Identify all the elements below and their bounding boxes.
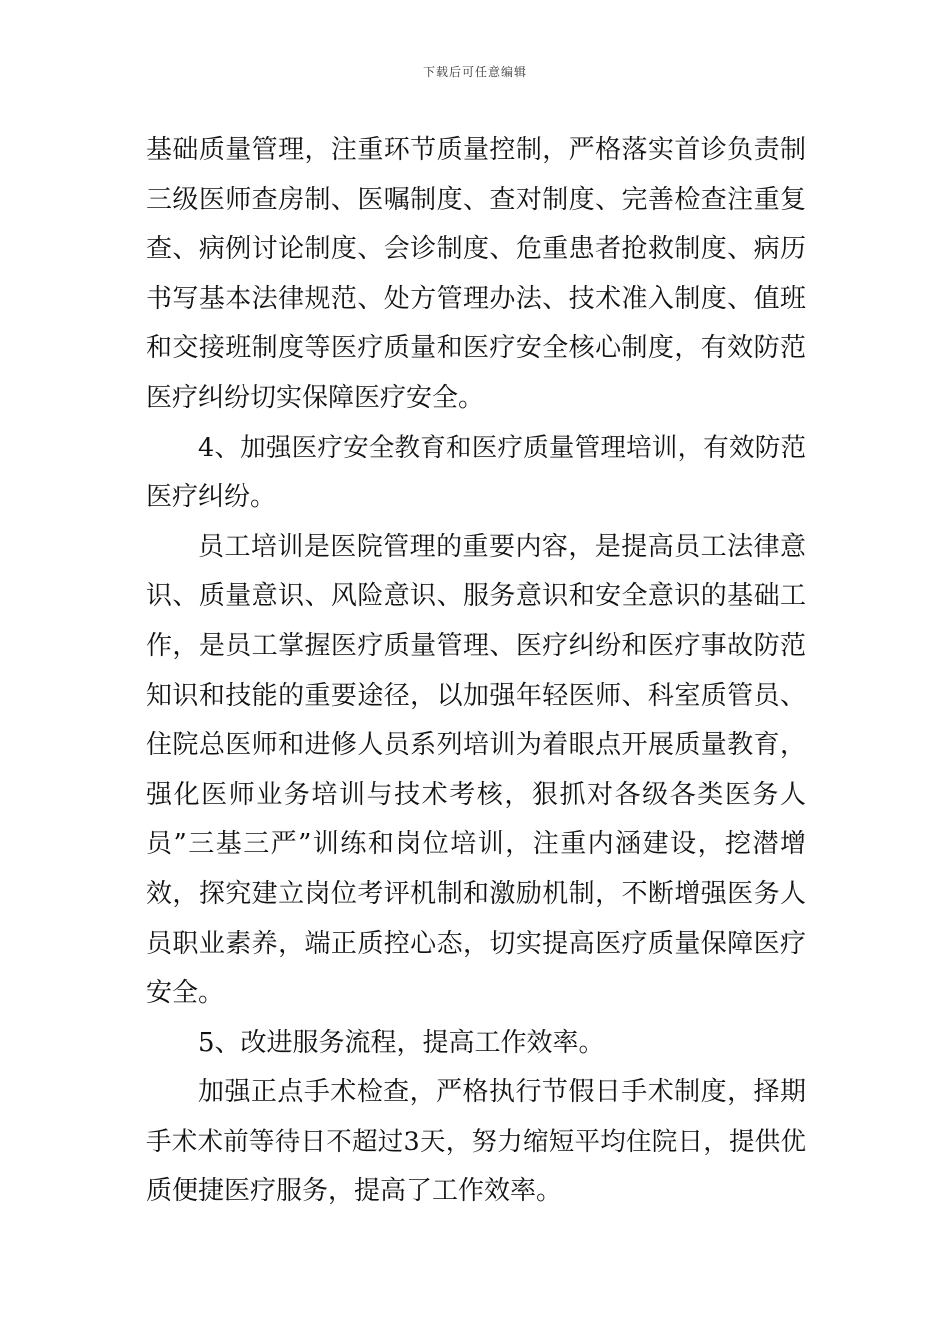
paragraph-line: 效，探究建立岗位考评机制和激励机制，不断增强医务人 (146, 878, 806, 909)
paragraph-line: 作，是员工掌握医疗质量管理、医疗纠纷和医疗事故防范 (146, 630, 806, 661)
paragraph-line: 员工培训是医院管理的重要内容，是提高员工法律意 (198, 531, 806, 562)
paragraph-line: 强化医师业务培训与技术考核，狠抓对各级各类医务人 (146, 779, 806, 810)
paragraph-line: 安全。 (146, 978, 225, 1009)
paragraph-line: 基础质量管理，注重环节质量控制，严格落实首诊负责制 (146, 135, 806, 165)
paragraph-line: 手术术前等待日不超过3天，努力缩短平均住院日，提供优 (146, 1126, 806, 1157)
paragraph-line: 识、质量意识、风险意识、服务意识和安全意识的基础工 (146, 581, 806, 612)
section-heading-line: 4、加强医疗安全教育和医疗质量管理培训，有效防范 (198, 432, 806, 463)
section-heading-line: 医疗纠纷。 (146, 482, 277, 513)
paragraph-line: 住院总医师和进修人员系列培训为着眼点开展质量教育， (146, 730, 806, 761)
paragraph-line: 和交接班制度等医疗质量和医疗安全核心制度，有效防范 (146, 333, 806, 364)
paragraph-line: 书写基本法律规范、处方管理办法、技术准入制度、值班 (146, 283, 806, 314)
document-body (146, 126, 806, 1217)
paragraph-line: 质便捷医疗服务，提高了工作效率。 (146, 1176, 563, 1207)
paragraph-line: 查、病例讨论制度、会诊制度、危重患者抢救制度、病历 (146, 234, 806, 265)
paragraph-line: 三级医师查房制、医嘱制度、查对制度、完善检查注重复 (146, 184, 806, 215)
paragraph-line: 员职业素养，端正质控心态，切实提高医疗质量保障医疗 (146, 928, 806, 959)
paragraph-line: 员”三基三严”训练和岗位培训，注重内涵建设，挖潜增 (146, 829, 806, 860)
page-header: 下载后可任意编辑 (422, 65, 527, 79)
paragraph-line: 知识和技能的重要途径，以加强年轻医师、科室质管员、 (146, 680, 806, 711)
section-heading-line: 5、改进服务流程，提高工作效率。 (198, 1027, 605, 1058)
paragraph-line: 医疗纠纷切实保障医疗安全。 (146, 382, 485, 413)
paragraph-line: 加强正点手术检查，严格执行节假日手术制度，择期 (198, 1077, 806, 1108)
